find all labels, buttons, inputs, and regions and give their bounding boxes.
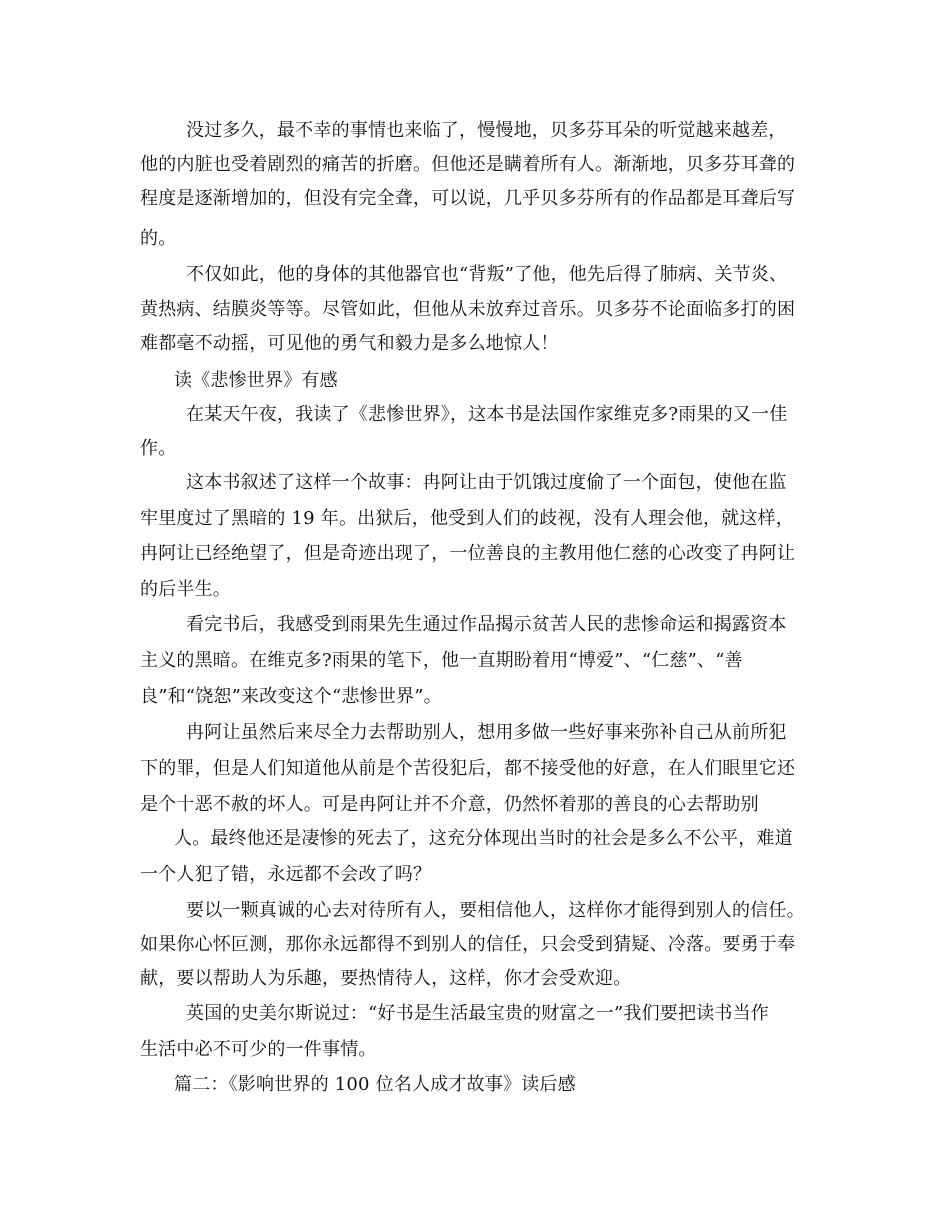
paragraph-line: 看完书后，我感受到雨果先生通过作品揭示贫苦人民的悲惨命运和揭露资本	[186, 614, 787, 635]
paragraph-line: 的。	[140, 228, 177, 249]
paragraph-line: 一个人犯了错，永远都不会改了吗？	[140, 864, 432, 885]
paragraph-line: 这本书叙述了这样一个故事：冉阿让由于饥饿过度偷了一个面包，使他在监	[186, 472, 787, 493]
paragraph-line: 不仅如此，他的身体的其他器官也“背叛”了他，他先后得了肺病、关节炎、	[186, 264, 788, 285]
paragraph-line: 良”和“饶恕”来改变这个“悲惨世界”。	[140, 686, 442, 707]
paragraph-line: 黄热病、结膜炎等等。尽管如此，但他从未放弃过音乐。贝多芬不论面临多打的困	[140, 299, 796, 320]
paragraph-line: 如果你心怀叵测，那你永远都得不到别人的信任，只会受到猜疑、冷落。要勇于奉	[140, 934, 796, 955]
paragraph-line: 冉阿让已经绝望了，但是奇迹出现了，一位善良的主教用他仁慈的心改变了冉阿让	[140, 543, 796, 564]
paragraph-line: 是个十恶不赦的坏人。可是冉阿让并不介意，仍然怀着那的善良的心去帮助别	[140, 794, 759, 815]
paragraph-line: 他的内脏也受着剧烈的痛苦的折磨。但他还是瞒着所有人。渐渐地，贝多芬耳聋的	[140, 154, 796, 175]
paragraph-line: 在某天午夜，我读了《悲惨世界》，这本书是法国作家维克多?雨果的又一佳	[186, 404, 788, 425]
paragraph-line: 冉阿让虽然后来尽全力去帮助别人，想用多做一些好事来弥补自己从前所犯	[186, 722, 787, 743]
paragraph-line: 作。	[140, 438, 177, 459]
paragraph-line: 要以一颗真诚的心去对待所有人，要相信他人，这样你才能得到别人的信任。	[186, 900, 805, 921]
paragraph-line: 生活中必不可少的一件事情。	[140, 1039, 377, 1060]
paragraph-line: 献，要以帮助人为乐趣，要热情待人，这样，你才会受欢迎。	[140, 968, 632, 989]
paragraph-line: 下的罪，但是人们知道他从前是个苦役犯后，都不接受他的好意，在人们眼里它还	[140, 758, 796, 779]
paragraph-line: 主义的黑暗。在维克多?雨果的笔下，他一直期盼着用“博爱”、“仁慈”、“善	[140, 650, 743, 671]
paragraph-line: 牢里度过了黑暗的 19 年。出狱后，他受到人们的歧视，没有人理会他，就这样，	[140, 508, 794, 529]
paragraph-line: 的后半生。	[140, 579, 231, 600]
paragraph-line: 难都毫不动摇，可见他的勇气和毅力是多么地惊人！	[140, 333, 559, 354]
paragraph-line: 程度是逐渐增加的，但没有完全聋，可以说，几乎贝多芬所有的作品都是耳聋后写	[140, 188, 796, 209]
paragraph-line: 人。最终他还是凄惨的死去了，这充分体现出当时的社会是多么不公平，难道	[174, 828, 793, 849]
section-heading: 读《悲惨世界》有感	[174, 370, 338, 391]
paragraph-line: 英国的史美尔斯说过：“好书是生活最宝贵的财富之一”我们要把读书当作	[186, 1003, 770, 1024]
paragraph-line: 没过多久，最不幸的事情也来临了，慢慢地，贝多芬耳朵的听觉越来越差，	[186, 120, 787, 141]
section-heading: 篇二：《影响世界的 100 位名人成才故事》读后感	[174, 1074, 576, 1095]
